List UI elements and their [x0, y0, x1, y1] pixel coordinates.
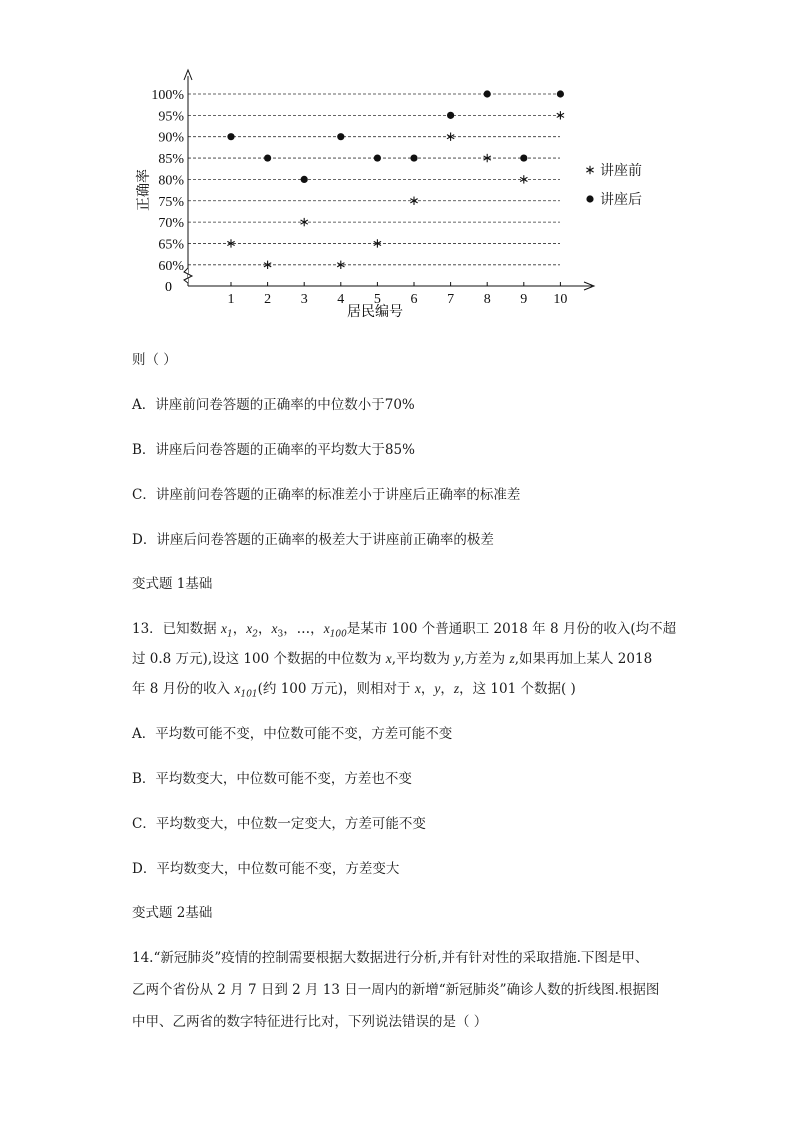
q14-line2: 乙两个省份从 2 月 7 日到 2 月 13 日一周内的新增“新冠肺炎”确诊人数的折线图.根据图 — [132, 982, 660, 998]
axes — [184, 70, 594, 290]
x-tick-label: 5 — [373, 292, 381, 307]
point-before-10 — [557, 111, 564, 119]
y-tick-label: 80% — [158, 173, 184, 189]
y-tick-label: 60% — [158, 258, 184, 274]
point-before-3 — [301, 218, 308, 226]
point-after-2 — [264, 154, 271, 161]
grid-lines — [188, 94, 560, 265]
y-tick-label: 90% — [158, 130, 184, 146]
point-before-6 — [410, 197, 417, 205]
point-before-9 — [520, 175, 527, 183]
y-tick-label: 95% — [158, 109, 184, 125]
legend-dot-marker — [586, 195, 593, 202]
q13-line2: 过 0.8 万元),设这 100 个数据的中位数为 x,平均数为 y,方差为 z,如果再加上某人 2018 — [132, 651, 653, 667]
point-after-5 — [374, 154, 381, 161]
q13-option-b: B．平均数变大，中位数可能不变，方差也不变 — [132, 771, 412, 787]
q14-line3: 中甲、乙两省的数字特征进行比对，下列说法错误的是（ ） — [132, 1014, 488, 1030]
legend-asterisk-marker — [586, 166, 593, 174]
point-after-7 — [447, 112, 454, 119]
y-axis-label: 正确率 — [137, 169, 152, 211]
q13-line1: 13．已知数据 $x_1$，$x_2$，$x_3$，…，$x_{100}$是某市 100 个普通职工 2018 年 8 月份的收入(均不超 — [132, 621, 677, 640]
legend-label: 讲座前 — [600, 164, 642, 179]
option-a: A．讲座前问卷答题的正确率的中位数小于70% — [132, 397, 415, 413]
y-tick-label: 70% — [158, 216, 184, 232]
q13-option-a: A．平均数可能不变，中位数可能不变，方差可能不变 — [132, 726, 453, 742]
y-tick-label: 100% — [151, 88, 184, 103]
q13-line3: 年 8 月份的收入 $x_{101}$(约 100 万元)，则相对于 x，y，z，这 101 个数据( ) — [132, 681, 576, 700]
scatter-chart — [128, 62, 648, 324]
q14-line1: 14.“新冠肺炎”疫情的控制需要根据大数据进行分析,并有针对性的采取措施.下图是甲、 — [132, 950, 649, 966]
q13-option-d: D．平均数变大，中位数可能不变，方差变大 — [132, 861, 400, 877]
point-after-8 — [484, 90, 491, 97]
x-axis-label: 居民编号 — [347, 305, 403, 320]
x-tick-label: 4 — [337, 292, 345, 307]
y-tick-label: 65% — [158, 237, 184, 253]
x-tick-label: 2 — [264, 292, 272, 307]
question-stem: 则（ ） — [132, 352, 177, 368]
y-tick-label: 85% — [158, 152, 184, 168]
point-after-10 — [557, 90, 564, 97]
x-tick-label: 10 — [553, 292, 568, 307]
y-tick-label: 75% — [158, 194, 184, 210]
x-tick-label: 9 — [520, 292, 528, 307]
variant2-heading: 变式题 2基础 — [132, 905, 213, 921]
q13-option-c: C．平均数变大，中位数一定变大，方差可能不变 — [132, 816, 426, 832]
x-tick-label: 1 — [227, 292, 235, 307]
x-tick-label: 3 — [300, 292, 308, 307]
axis-break — [184, 268, 192, 283]
point-after-9 — [520, 154, 527, 161]
x-tick-label: 8 — [483, 292, 491, 307]
point-after-6 — [410, 154, 417, 161]
y-tick-labels — [151, 88, 184, 274]
option-c: C．讲座前问卷答题的正确率的标准差小于讲座后正确率的标准差 — [132, 487, 521, 503]
point-after-4 — [337, 133, 344, 140]
point-after-1 — [227, 133, 234, 140]
legend-label: 讲座后 — [600, 193, 642, 208]
variant1-heading: 变式题 1基础 — [132, 576, 213, 592]
point-after-3 — [301, 176, 308, 183]
option-d: D．讲座后问卷答题的正确率的极差大于讲座前正确率的极差 — [132, 532, 494, 548]
x-tick-label: 7 — [447, 292, 455, 307]
x-tick-label: 6 — [410, 292, 418, 307]
option-b: B．讲座后问卷答题的正确率的平均数大于85% — [132, 442, 415, 458]
y-origin-label: 0 — [165, 280, 172, 295]
legend — [586, 163, 642, 208]
